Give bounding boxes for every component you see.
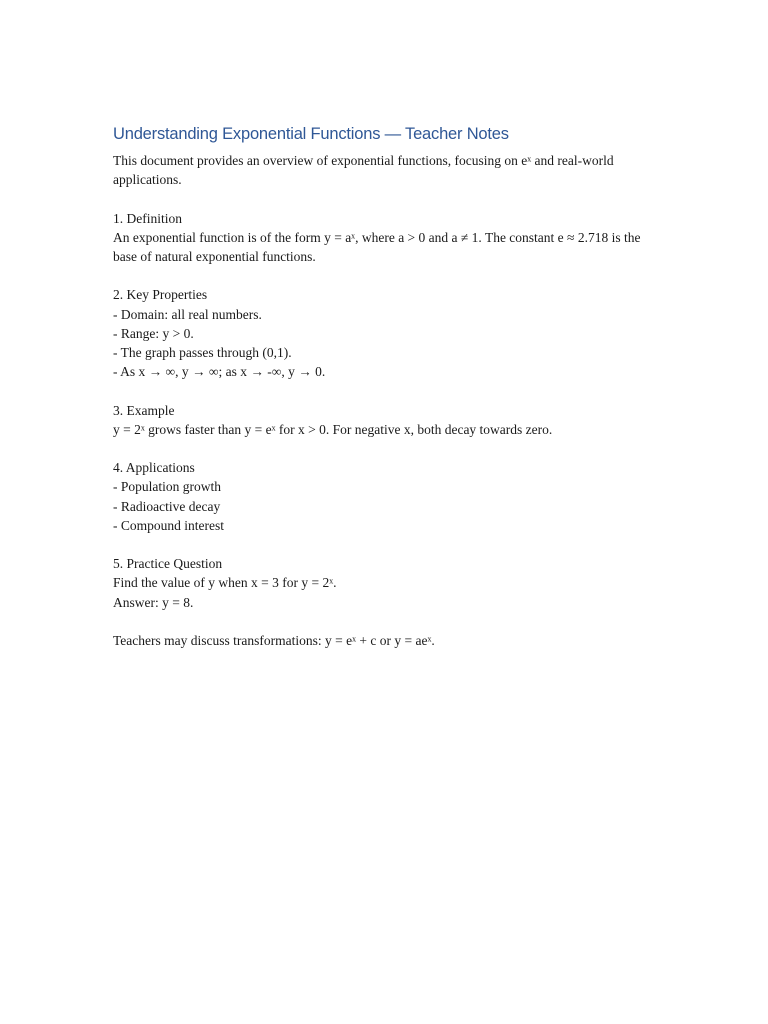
- spacer: [113, 535, 658, 554]
- practice-question: Find the value of y when x = 3 for y = 2ˣ.: [113, 575, 337, 591]
- practice-answer: Answer: y = 8.: [113, 594, 194, 610]
- definition-heading: 1. Definition: [113, 210, 182, 226]
- spacer: [113, 439, 658, 458]
- property-item: - Range: y > 0.: [113, 325, 194, 341]
- practice-heading: 5. Practice Question: [113, 556, 223, 572]
- properties-heading: 2. Key Properties: [113, 287, 208, 303]
- property-item: - Domain: all real numbers.: [113, 306, 262, 322]
- definition-text: An exponential function is of the form y = aˣ, where a > 0 and a ≠ 1. The constant e ≈ 2.718 is the base of natural exponential functions.: [113, 229, 641, 264]
- spacer: [113, 612, 658, 631]
- example-text: y = 2ˣ grows faster than y = eˣ for x > 0. For negative x, both decay towards zero.: [113, 421, 553, 437]
- document-page: [113, 122, 658, 650]
- document-title: Understanding Exponential Functions — Teacher Notes: [113, 125, 509, 143]
- application-item: - Population growth: [113, 479, 221, 495]
- property-item: - As x → ∞, y → ∞; as x → -∞, y → 0.: [113, 364, 326, 380]
- applications-heading: 4. Applications: [113, 460, 195, 476]
- application-item: - Compound interest: [113, 517, 224, 533]
- spacer: [113, 266, 658, 285]
- property-item: - The graph passes through (0,1).: [113, 345, 292, 360]
- example-heading: 3. Example: [113, 402, 175, 418]
- application-item: - Radioactive decay: [113, 498, 221, 514]
- intro-paragraph: This document provides an overview of exponential functions, focusing on eˣ and real-world applications.: [113, 153, 614, 188]
- closing-note: Teachers may discuss transformations: y = eˣ + c or y = aeˣ.: [113, 632, 435, 648]
- spacer: [113, 381, 658, 400]
- spacer: [113, 189, 658, 208]
